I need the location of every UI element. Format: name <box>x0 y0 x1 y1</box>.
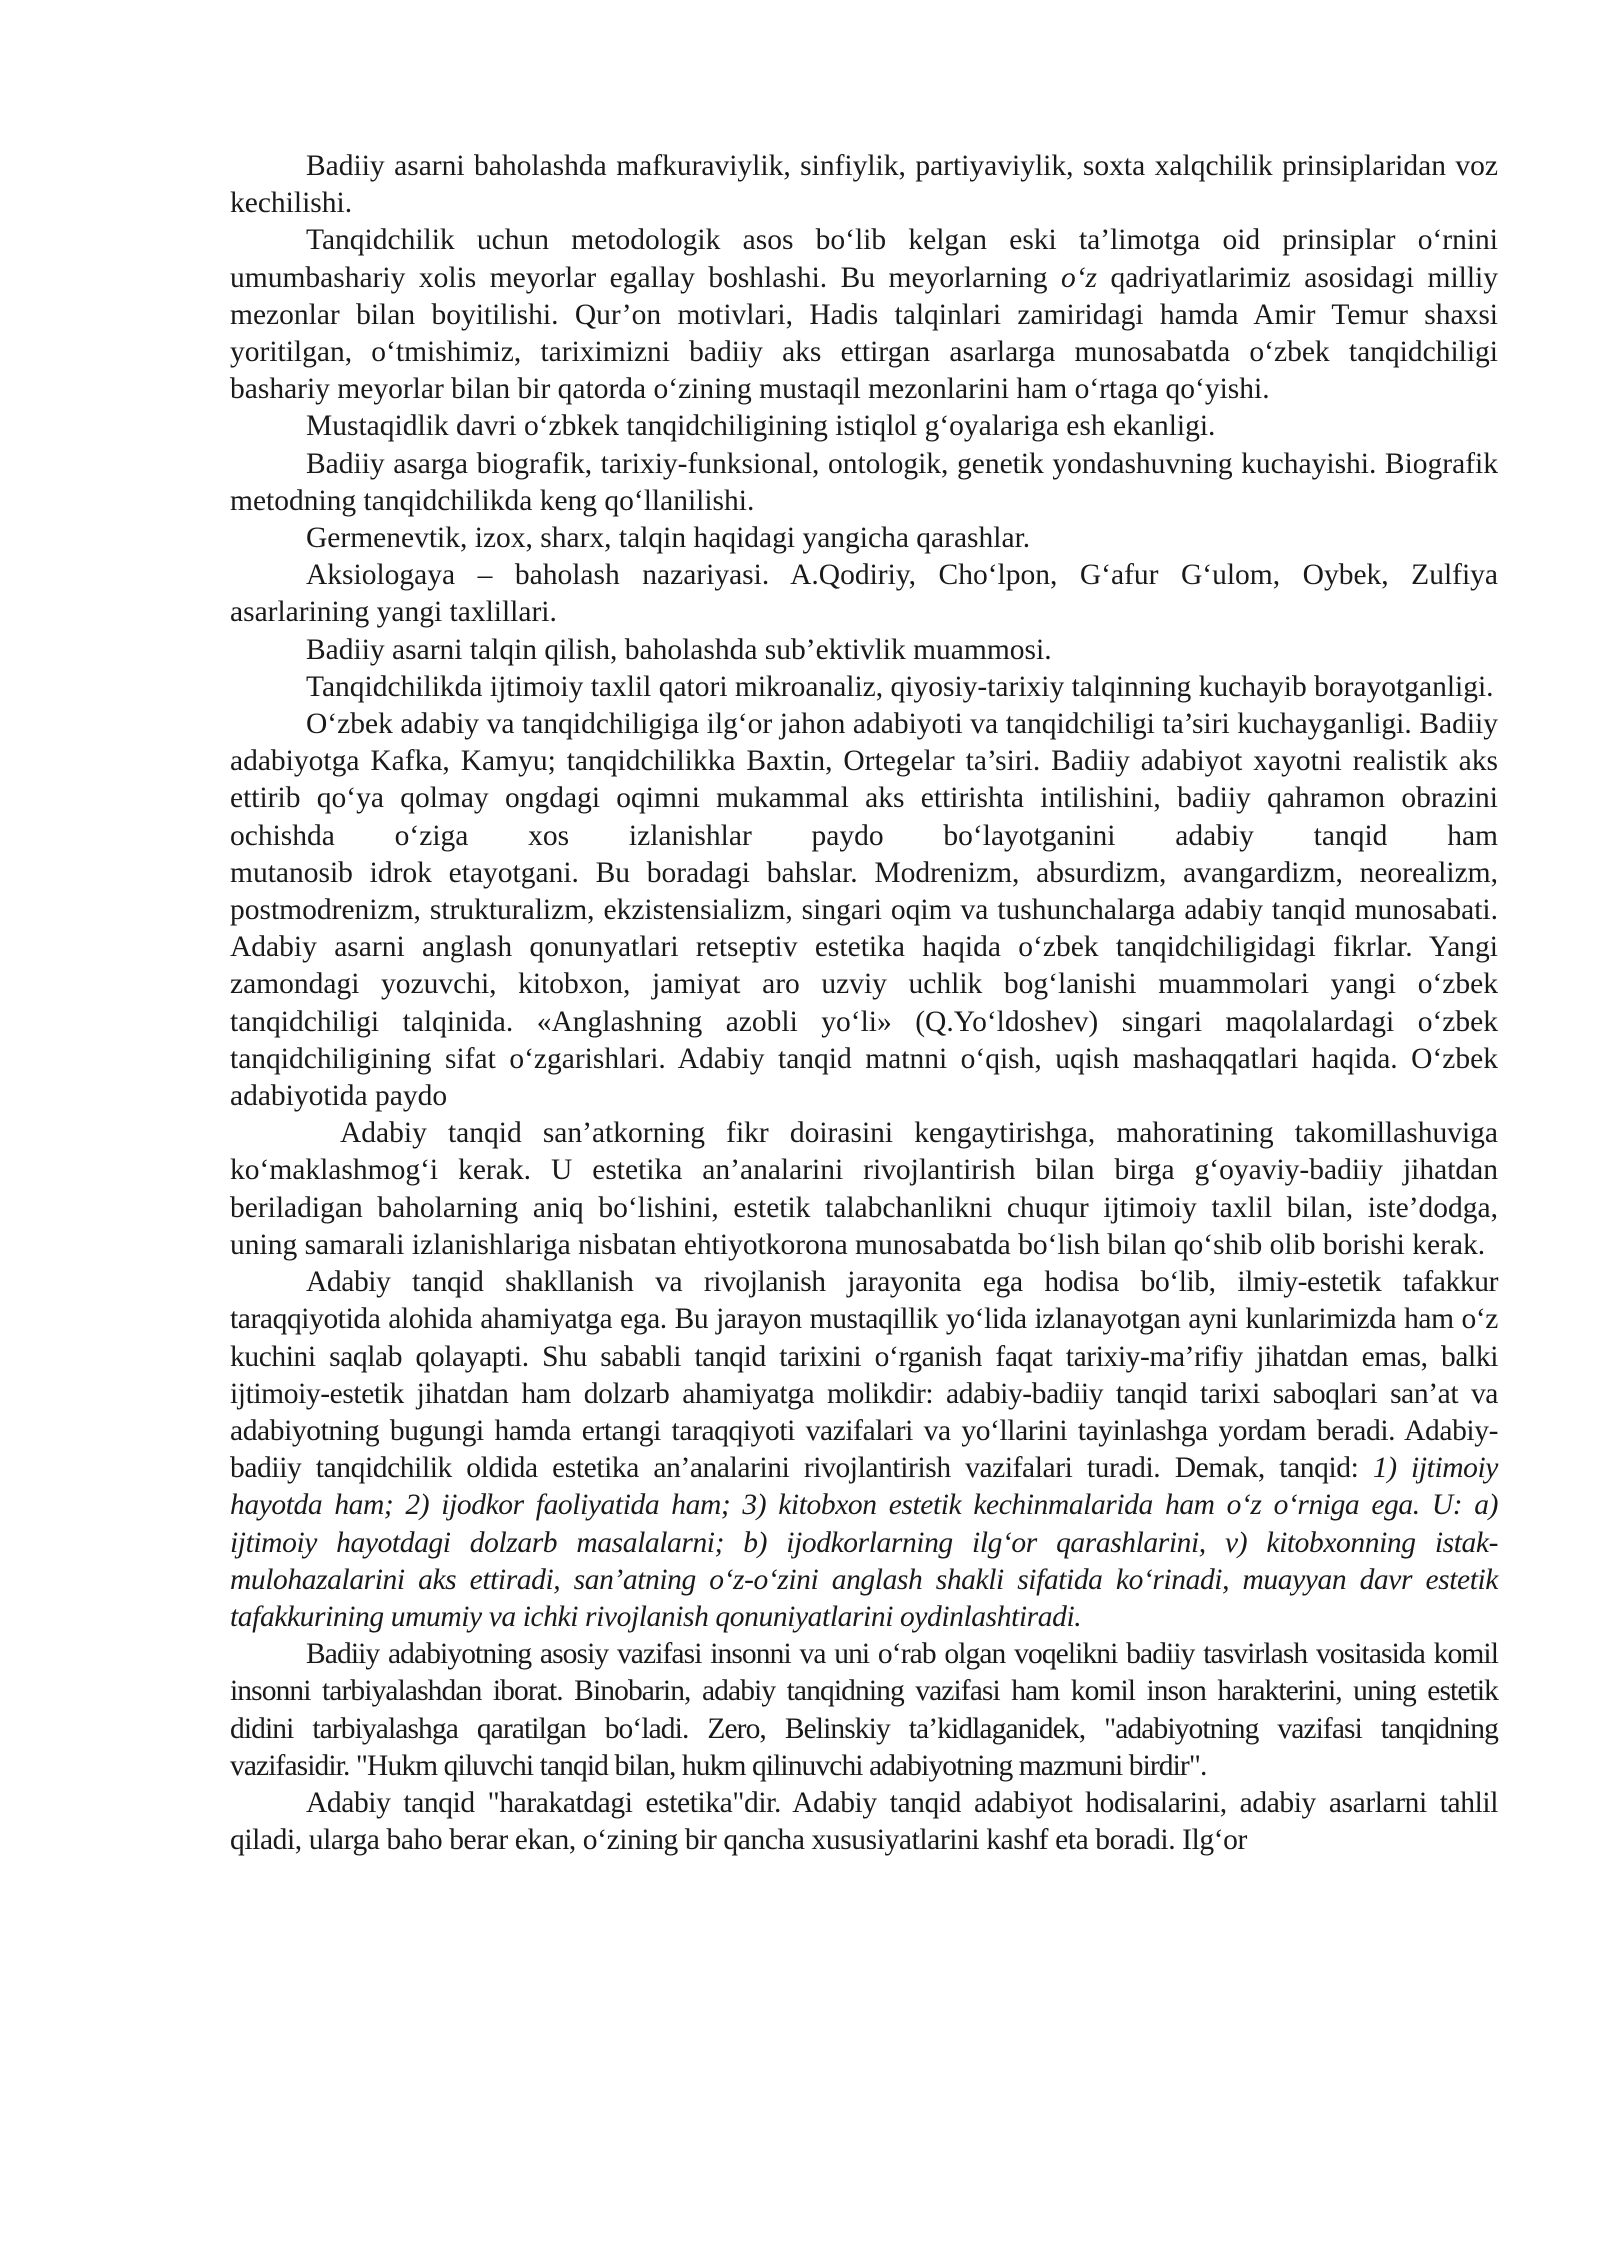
paragraph-10: mutanosib idrok etayotgani. Bu boradagi bahslar. Modrenizm, absurdizm, avangardizm, neorealizm, postmodrenizm, strukturalizm, ekzistensializm, singari oqim va tushunchalarga adabiy tanqid munosabati. Adabiy asarni anglash qonunyatlari retseptiv estetika haqida o‘zbek tanqidchiligidagi fikrlar. Yangi zamondagi yozuvchi, kitobxon, jamiyat aro uzviy uchlik bog‘lanishi muammolari yangi o‘zbek tanqidchiligi talqinida. «Anglashning azobli yo‘li» (Q.Yo‘ldoshev) singari maqolalardagi o‘zbek tanqidchiligining sifat o‘zgarishlari. Adabiy tanqid matnni o‘qish, uqish mashaqqatlari haqida. O‘zbek adabiyotida paydo <box>230 856 1498 1113</box>
paragraph-9-end: ham <box>1447 819 1499 852</box>
paragraph-13: Badiiy adabiyotning asosiy vazifasi insonni va uni o‘rab olgan voqelikni badiiy tasvirlash vositasida komil insonni tarbiyalashdan iborat. Binobarin, adabiy tanqidning vazifasi ham komil inson harakterini, uning estetik didini tarbiyalashga qaratilgan bo‘ladi. Zero, Belinskiy ta’kidlaganidek, "adabiyotning vazifasi tanqidning vazifasidir. "Hukm qiluvchi tanqid bilan, hukm qilinuvchi adabiyotning mazmuni birdir". <box>230 1638 1498 1782</box>
paragraph-5: Germenevtik, izox, sharx, talqin haqidagi yangicha qarashlar. <box>306 522 1031 555</box>
paragraph-8: Tanqidchilikda ijtimoiy taxlil qatori mikroanaliz, qiyosiy-tarixiy talqinning kuchayib borayotganligi. <box>306 670 1494 703</box>
paragraph-2-text-c: qadriyatlarimiz asosidagi milliy mezonlar bilan boyitilishi. Qur’on motivlari, Hadis talqinlari zamiridagi hamda Amir Temur shaxsi yoritilgan, o‘tmishimiz, tariximizni badiiy aks ettirgan asarlarga munosabatda o‘zbek tanqidchiligi bashariy meyorlar bilan bir qatorda o‘zining mustaqil mezonlarini ham o‘rtaga qo‘yishi. <box>230 261 1498 406</box>
paragraph-2-text-a: Tanqidchilik uchun metodologik asos bo‘lib kelgan eski ta’limotga oid prinsiplar o‘rnini umumbashariy xolis meyorlar egallay boshlashi. Bu meyorlarning <box>230 224 1498 294</box>
paragraph-11: Adabiy tanqid san’atkorning fikr doirasini kengaytirishga, mahoratining takomillashuviga ko‘maklashmog‘i kerak. U estetika an’analarini rivojlantirish bilan birga g‘oyaviy-badiiy jihatdan beriladigan baholarning aniq bo‘lishini, estetik talabchanlikni chuqur ijtimoiy taxlil bilan, iste’dodga, uning samarali izlanishlariga nisbatan ehtiyotkorona munosabatda bo‘lish bilan qo‘shib olib borishi kerak. <box>230 1117 1498 1261</box>
paragraph-6: Aksiologaya – baholash nazariyasi. A.Qodiriy, Cho‘lpon, G‘afur G‘ulom, Oybek, Zulfiya asarlarining yangi taxlillari. <box>230 559 1498 629</box>
paragraph-9 <box>230 706 1498 855</box>
paragraph-2 <box>230 222 1498 408</box>
paragraph-4: Badiiy asarga biografik, tarixiy-funksional, ontologik, genetik yondashuvning kuchayishi. Biografik metodning tanqidchilikda keng qo‘llanilishi. <box>230 447 1498 517</box>
document-page <box>230 148 1498 1859</box>
paragraph-9-text: O‘zbek adabiy va tanqidchiligiga ilg‘or jahon adabiyoti va tanqidchiligi ta’siri kuchayganligi. Badiiy adabiyotga Kafka, Kamyu; tanqidchilikka Baxtin, Ortegelar ta’siri. Badiiy adabiyot xayotni realistik aks ettirib qo‘ya qolmay ongdagi oqimni mukammal aks ettirishta intilishini, badiiy qahramon obrazini ochishda o‘ziga xos izlanishlar paydo bo‘layotganini adabiy tanqid <box>230 708 1498 852</box>
paragraph-14: Adabiy tanqid "harakatdagi estetika"dir. Adabiy tanqid adabiyot hodisalarini, adabiy asarlarni tahlil qiladi, ularga baho berar ekan, o‘zining bir qancha xususiyatlarini kashf eta boradi. Ilg‘or <box>230 1786 1498 1857</box>
paragraph-12-italic: 1) ijtimoiy hayotda ham; 2) ijodkor faoliyatida ham; 3) kitobxon estetik kechinmalarida ham o‘z o‘rniga ega. U: a) ijtimoiy hayotdagi dolzarb masalalarni; b) ijodkorlarning ilg‘or qarashlarini, v) kitobxonning istak-mulohazalarini aks ettiradi, san’atning o‘z-o‘zini anglash shakli sifatida ko‘rinadi, muayyan davr estetik tafakkurining umumiy va ichki rivojlanish qonuniyatlarini oydinlashtiradi. <box>230 1452 1498 1633</box>
paragraph-3: Mustaqidlik davri o‘zbkek tanqidchiligining istiqlol g‘oyalariga esh ekanligi. <box>306 410 1216 443</box>
paragraph-1: Badiiy asarni baholashda mafkuraviylik, sinfiylik, partiyaviylik, soxta xalqchilik prinsiplaridan voz kechilishi. <box>230 150 1498 220</box>
paragraph-12 <box>230 1264 1498 1636</box>
paragraph-12-text: Adabiy tanqid shakllanish va rivojlanish jarayonita ega hodisa bo‘lib, ilmiy-estetik tafakkur taraqqiyotida alohida ahamiyatga ega. Bu jarayon mustaqillik yo‘lida izlanayotgan ayni kunlarimizda ham o‘z kuchini saqlab qolayapti. Shu sababli tanqid tarixini o‘rganish faqat tarixiy-ma’rifiy jihatdan emas, balki ijtimoiy-estetik jihatdan ham dolzarb ahamiyatga molikdir: adabiy-badiiy tanqid tarixi saboqlari san’at va adabiyotning bugungi hamda ertangi taraqqiyoti vazifalari va yo‘llarini tayinlashga yordam beradi. Adabiy-badiiy tanqidchilik oldida estetika an’analarini rivojlantirish vazifalari turadi. Demak, tanqid: <box>230 1266 1498 1485</box>
paragraph-2-italic: o‘z <box>1060 261 1098 294</box>
paragraph-7: Badiiy asarni talqin qilish, baholashda sub’ektivlik muammosi. <box>306 633 1052 666</box>
